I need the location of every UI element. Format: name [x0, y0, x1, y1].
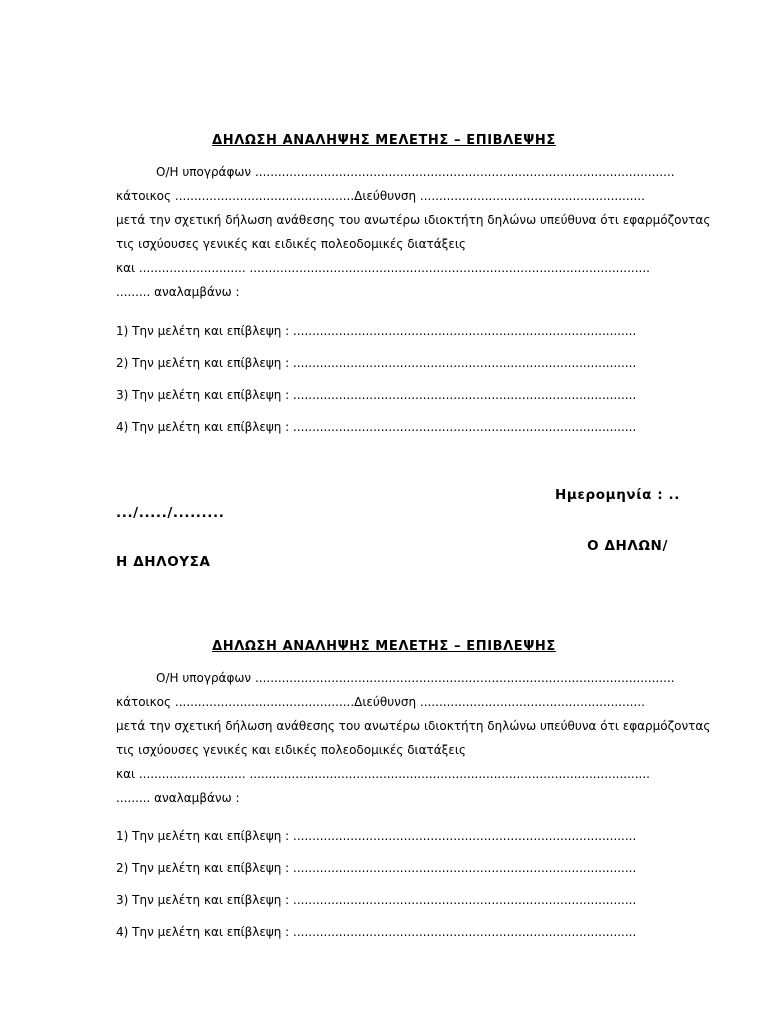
form-2-and-line: και ............................ .........................................................................................................: [116, 767, 650, 781]
form-1-item-1: 1) Την μελέτη και επίβλεψη : ..........................................................................................: [116, 324, 637, 338]
form-2-resident-line: κάτοικος ...............................................Διεύθυνση ...........................................................: [116, 695, 645, 709]
form-2-statement-line-1: μετά την σχετική δήλωση ανάθεσης του ανωτέρω ιδιοκτήτη δηλώνω υπεύθυνα ότι εφαρμόζοντας: [116, 719, 711, 733]
form-2-undersigned-line: Ο/Η υπογράφων ..............................................................................................................: [156, 671, 675, 685]
form-1-resident-line: κάτοικος ...............................................Διεύθυνση ...........................................................: [116, 189, 645, 203]
form-2-item-4: 4) Την μελέτη και επίβλεψη : ..........................................................................................: [116, 925, 637, 939]
form-1-title: ΔΗΛΩΣΗ ΑΝΑΛΗΨΗΣ ΜΕΛΕΤΗΣ – ΕΠΙΒΛΕΨΗΣ: [212, 133, 556, 148]
form-2-item-1: 1) Την μελέτη και επίβλεψη : ..........................................................................................: [116, 829, 637, 843]
form-2-undertake-line: ......... αναλαμβάνω :: [116, 791, 240, 805]
form-2-item-2: 2) Την μελέτη και επίβλεψη : ..........................................................................................: [116, 861, 637, 875]
declarant-male-label: Ο ΔΗΛΩΝ/: [587, 538, 668, 554]
form-1-statement-line-2: τις ισχύουσες γενικές και ειδικές πολεοδομικές διατάξεις: [116, 237, 466, 251]
form-1-item-3: 3) Την μελέτη και επίβλεψη : ..........................................................................................: [116, 388, 637, 402]
form-1-and-line: και ............................ .........................................................................................................: [116, 261, 650, 275]
form-2-statement-line-2: τις ισχύουσες γενικές και ειδικές πολεοδομικές διατάξεις: [116, 743, 466, 757]
form-1-item-2: 2) Την μελέτη και επίβλεψη : ..........................................................................................: [116, 356, 637, 370]
form-2-title: ΔΗΛΩΣΗ ΑΝΑΛΗΨΗΣ ΜΕΛΕΤΗΣ – ΕΠΙΒΛΕΨΗΣ: [212, 639, 556, 654]
date-value: .../...../.........: [116, 505, 225, 521]
date-label: Ημερομηνία : ..: [554, 487, 680, 503]
form-1-item-4: 4) Την μελέτη και επίβλεψη : ..........................................................................................: [116, 420, 637, 434]
declarant-female-label: Η ΔΗΛΟΥΣΑ: [116, 554, 211, 570]
form-1-undersigned-line: Ο/Η υπογράφων ..............................................................................................................: [156, 165, 675, 179]
form-1-undertake-line: ......... αναλαμβάνω :: [116, 285, 240, 299]
form-2-item-3: 3) Την μελέτη και επίβλεψη : ..........................................................................................: [116, 893, 637, 907]
form-1-statement-line-1: μετά την σχετική δήλωση ανάθεσης του ανωτέρω ιδιοκτήτη δηλώνω υπεύθυνα ότι εφαρμόζοντας: [116, 213, 711, 227]
